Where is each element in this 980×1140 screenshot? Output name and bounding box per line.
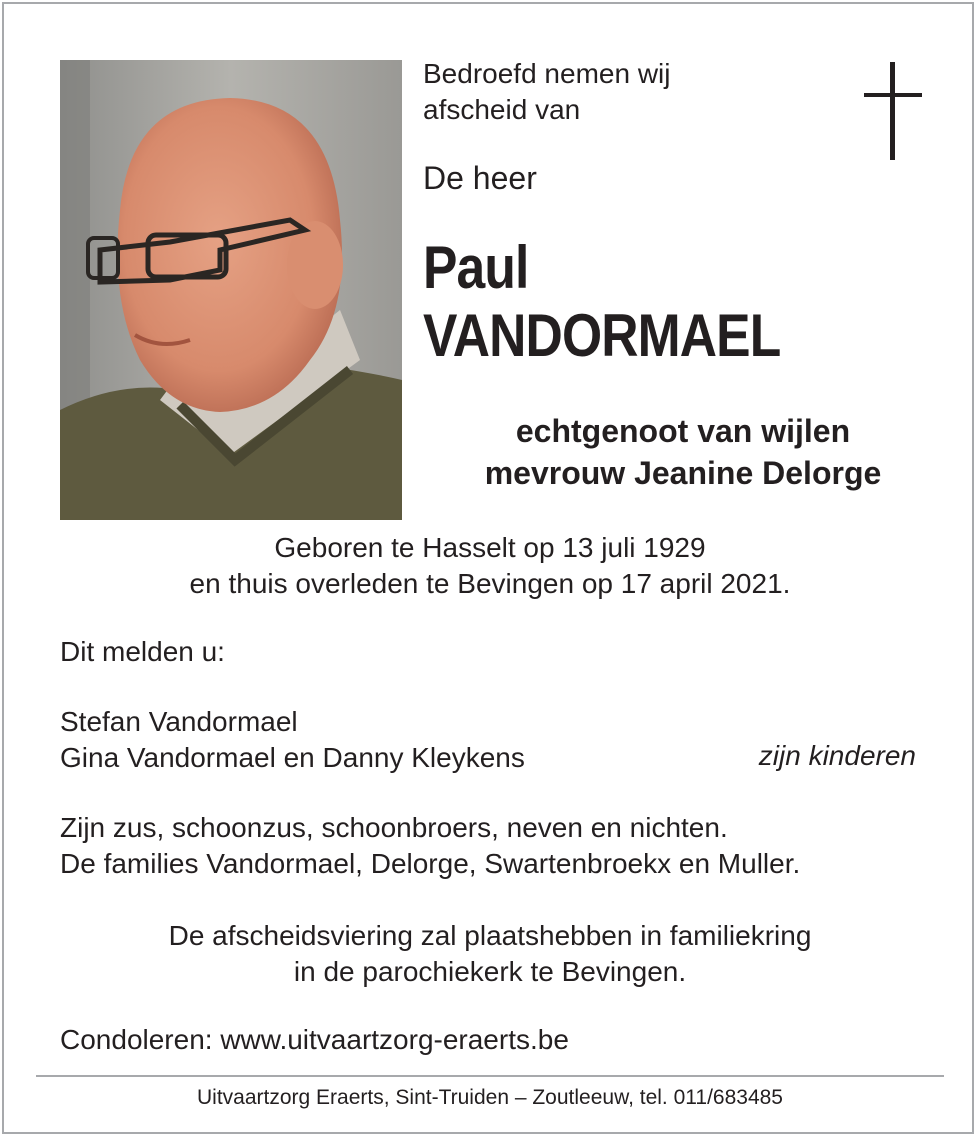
life-dates [0,530,980,602]
birth-line: Geboren te Hasselt op 13 juli 1929 [274,532,706,563]
child-2: Gina Vandormael en Danny Kleykens [60,742,525,773]
spouse-line-1: echtgenoot van wijlen [515,413,851,449]
last-name: VANDORMAEL [423,302,781,369]
footer-divider [36,1075,944,1077]
spouse-line-2: mevrouw Jeanine Delorge [484,455,882,491]
death-line: en thuis overleden te Bevingen op 17 april 2021. [189,568,791,599]
spouse-info [423,410,943,494]
intro-text [423,56,670,128]
first-name: Paul [423,234,529,301]
deceased-name [423,234,780,370]
intro-line-2: afscheid van [423,94,581,125]
ceremony-line-2: in de parochiekerk te Bevingen. [293,956,687,987]
children-relation: zijn kinderen [758,740,916,771]
family-list [60,810,800,882]
portrait-photo [60,60,402,520]
family-line-2: De families Vandormael, Delorge, Swartenbroekx en Muller. [60,848,801,879]
intro-line-1: Bedroefd nemen wij [423,58,671,89]
footer-funeral-home: Uitvaartzorg Eraerts, Sint-Truiden – Zoutleeuw, tel. 011/683485 [197,1086,783,1109]
honorific: De heer [423,160,537,196]
child-1: Stefan Vandormael [60,706,298,737]
children-list [60,704,525,776]
family-line-1: Zijn zus, schoonzus, schoonbroers, neven en nichten. [60,812,728,843]
ceremony-line-1: De afscheidsviering zal plaatshebben in familiekring [168,920,812,951]
condolences-link[interactable]: Condoleren: www.uitvaartzorg-eraerts.be [60,1024,569,1055]
cross-icon [864,62,922,160]
ceremony-info [0,918,980,990]
announcement-intro: Dit melden u: [60,636,225,667]
